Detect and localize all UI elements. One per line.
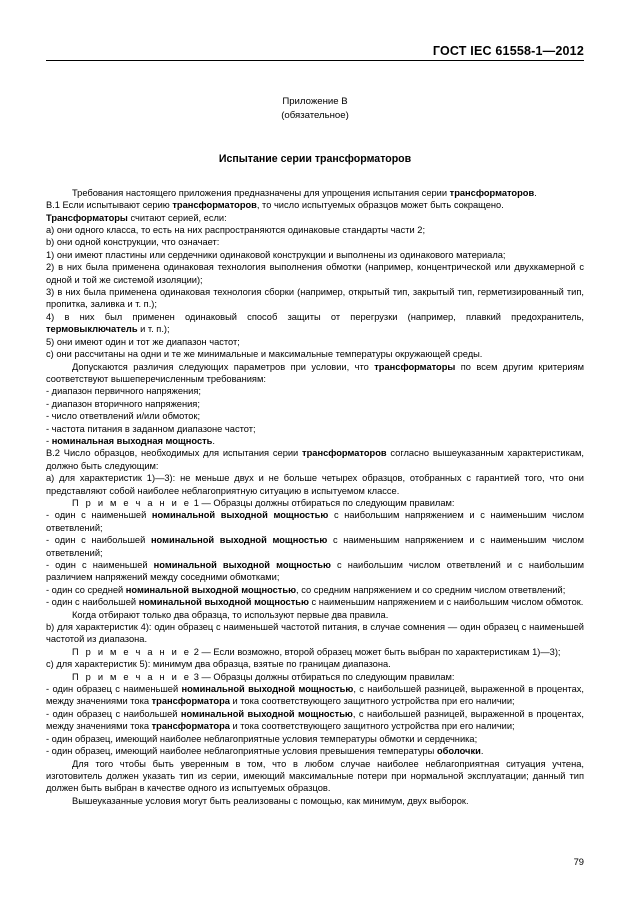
body-paragraph: Для того чтобы быть уверенным в том, что в любом случае наиболее неблагоприятная ситуация учтена, изготовитель должен указать тип из серии, имеющий максимальные потери при нормальной эксплуатации; данный тип должен быть выбран в качестве одного из испытуемых образцов. [46, 758, 584, 794]
body-paragraph: c) для характеристик 5): минимум два образца, взятые по границам диапазона. [46, 659, 391, 670]
body-paragraph: В.2 Число образцов, необходимых для испытания серии трансформаторов согласно вышеуказанным характеристикам, должно быть следующим: [46, 448, 584, 471]
body-paragraph: 3) в них была применена одинаковая технология сборки (например, открытый тип, закрытый тип, герметизированный тип, пропитка, заливка и т. п.); [46, 287, 584, 310]
body-paragraph: c) они рассчитаны на одни и те же минимальные и максимальные температуры окружающей среды. [46, 349, 483, 360]
body-paragraph: - число ответвлений и/или обмоток; [46, 411, 201, 422]
body-paragraph: В.1 Если испытывают серию трансформаторов, то число испытуемых образцов может быть сокращено. [46, 200, 504, 211]
body-paragraph: - один образец, имеющий наиболее неблагоприятные условия температуры обмотки и сердечника; [46, 733, 478, 744]
body-paragraph: П р и м е ч а н и е 3 — Образцы должны отбираться по следующим правилам: [72, 671, 455, 682]
body-paragraph: - один с наименьшей номинальной выходной мощностью с наибольшим напряжением и с наименьшим числом ответвлений; [46, 510, 584, 533]
body-paragraph: - один образец с наименьшей номинальной выходной мощностью, с наибольшей разницей, выраженной в процентах, между значениями тока трансформатора и тока соответствующего защитного устройства при его наличии; [46, 684, 584, 707]
body-paragraph: - диапазон вторичного напряжения; [46, 398, 200, 409]
body-paragraph: - один образец с наибольшей номинальной выходной мощностью, с наибольшей разницей, выраженной в процентах, между значениями тока трансформатора и тока соответствующего защитного устройства при его наличии; [46, 708, 584, 732]
annex-heading [46, 95, 584, 123]
body-paragraph: b) для характеристик 4): один образец с наименьшей частотой питания, в случае сомнения — один образец с наименьшей частотой из диапазона. [46, 622, 584, 645]
body-paragraph: Когда отбирают только два образца, то используют первые два правила. [72, 609, 389, 620]
body-paragraph: - один с наименьшей номинальной выходной мощностью с наибольшим числом ответвлений и с наибольшим различием напряжений между соседними обмотками; [46, 560, 584, 583]
body-paragraph: - номинальная выходная мощность. [46, 435, 215, 446]
annex-label: Приложение В [282, 96, 348, 107]
body-paragraph: b) они одной конструкции, что означает: [46, 237, 220, 248]
header-divider [46, 60, 584, 61]
body-paragraph: П р и м е ч а н и е 2 — Если возможно, второй образец может быть выбран по характеристикам 1)—3); [72, 646, 561, 657]
body-paragraph: Трансформаторы считают серией, если: [46, 212, 227, 223]
page-number: 79 [573, 856, 584, 867]
page-header: ГОСТ IEC 61558-1—2012 [432, 44, 584, 58]
body-paragraph: Допускаются различия следующих параметров при условии, что трансформаторы по всем другим критериям соответствуют вышеперечисленным требованиям: [46, 361, 584, 384]
body-paragraph: П р и м е ч а н и е 1 — Образцы должны отбираться по следующим правилам: [72, 497, 455, 508]
body-paragraph: - один с наибольшей номинальной выходной мощностью с наименьшим напряжением и с наименьшим числом ответвлений; [46, 535, 584, 558]
body-paragraph: a) они одного класса, то есть на них распространяются одинаковые стандарты части 2; [46, 225, 426, 236]
document-body [46, 187, 584, 807]
body-paragraph: 4) в них был применен одинаковый способ защиты от перегрузки (например, плавкий предохранитель, термовыключатель и т. п.); [46, 311, 584, 335]
body-paragraph: - один со средней номинальной выходной мощностью, со средним напряжением и со средним числом ответвлений; [46, 584, 566, 595]
annex-mandatory-note: (обязательное) [281, 109, 349, 121]
body-paragraph: 2) в них была применена одинаковая технология выполнения обмотки (например, концентрической или двухкамерной с одной и той же системой изоляции); [46, 262, 584, 285]
body-paragraph: - один образец, имеющий наиболее неблагоприятные условия превышения температуры оболочки. [46, 746, 484, 757]
body-paragraph: Вышеуказанные условия могут быть реализованы с помощью, как минимум, двух выборок. [72, 795, 469, 806]
body-paragraph: - частота питания в заданном диапазоне частот; [46, 423, 256, 434]
body-paragraph: 5) они имеют один и тот же диапазон частот; [46, 336, 240, 347]
body-paragraph: a) для характеристик 1)—3): не меньше двух и не больше четырех образцов, отобранных с гарантией того, что они представляют собой наиболее неблагоприятную ситуацию в испытуемом классе. [46, 473, 584, 496]
page-title: Испытание серии трансформаторов [218, 152, 412, 165]
body-paragraph: 1) они имеют пластины или сердечники одинаковой конструкции и выполнены из одинакового материала; [46, 249, 506, 260]
body-paragraph: Требования настоящего приложения предназначены для упрощения испытания серии трансформаторов. [72, 187, 537, 198]
body-paragraph: - диапазон первичного напряжения; [46, 386, 201, 397]
body-paragraph: - один с наибольшей номинальной выходной мощностью с наименьшим напряжением и с наибольшим числом обмоток. [46, 597, 584, 608]
